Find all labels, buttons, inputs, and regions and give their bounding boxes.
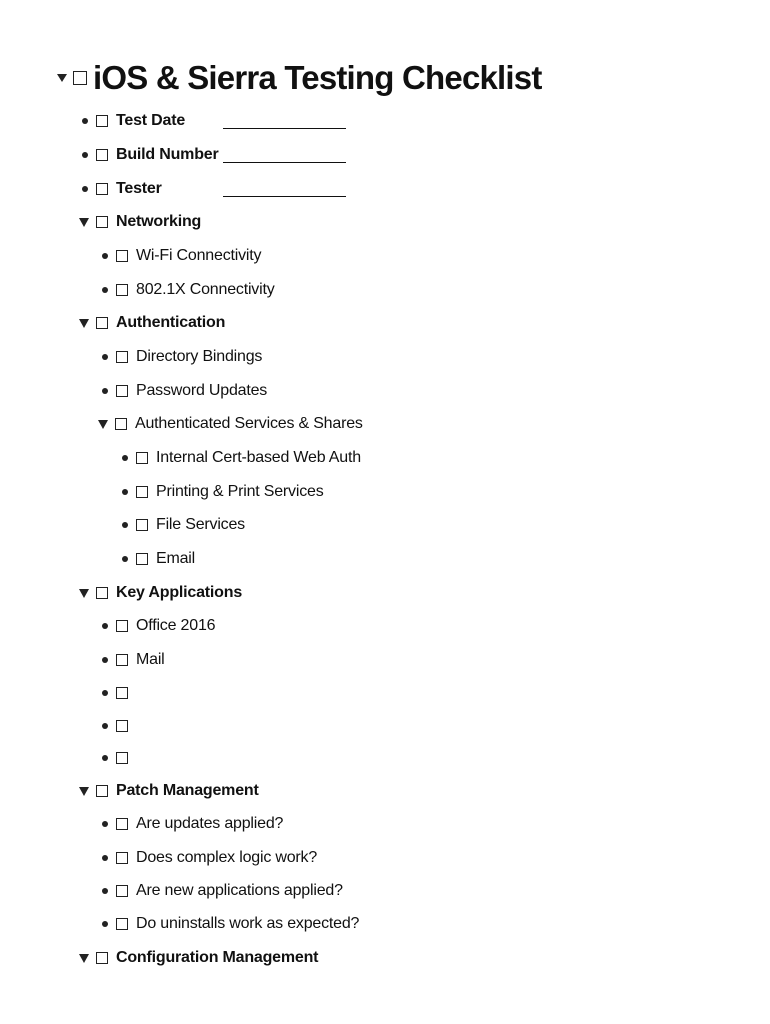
bullet-icon (122, 522, 128, 528)
section-label: Networking (116, 213, 202, 230)
field-test-date (80, 109, 346, 133)
subgroup-label: Authenticated Services & Shares (135, 415, 363, 432)
section-configuration-management (79, 946, 318, 970)
checkbox[interactable] (96, 183, 108, 195)
checkbox[interactable] (136, 452, 148, 464)
checkbox[interactable] (116, 250, 128, 262)
bullet-icon (102, 388, 108, 394)
checkbox[interactable] (116, 385, 128, 397)
list-item (100, 812, 283, 836)
item-label: Internal Cert-based Web Auth (156, 449, 361, 466)
list-item (100, 714, 136, 738)
checkbox[interactable] (136, 519, 148, 531)
list-item (100, 379, 267, 403)
checkbox[interactable] (96, 149, 108, 161)
subgroup-authenticated-services (98, 412, 363, 436)
checkbox[interactable] (116, 885, 128, 897)
checkbox[interactable] (116, 284, 128, 296)
checkbox[interactable] (116, 752, 128, 764)
list-item (120, 513, 245, 537)
section-authentication (79, 311, 225, 335)
disclosure-triangle-icon[interactable] (79, 319, 89, 328)
bullet-icon (122, 556, 128, 562)
blank-line[interactable] (223, 182, 346, 197)
bullet-icon (102, 723, 108, 729)
item-label: Directory Bindings (136, 348, 263, 365)
page-title: iOS & Sierra Testing Checklist (93, 59, 542, 96)
section-label: Key Applications (116, 584, 243, 601)
list-item (100, 879, 343, 903)
list-item (100, 278, 275, 302)
bullet-icon (82, 118, 88, 124)
item-label: Does complex logic work? (136, 849, 318, 866)
checkbox[interactable] (96, 317, 108, 329)
section-patch-management (79, 779, 259, 803)
bullet-icon (82, 186, 88, 192)
bullet-icon (102, 921, 108, 927)
list-item (100, 345, 262, 369)
list-item (120, 446, 361, 470)
disclosure-triangle-icon[interactable] (79, 218, 89, 227)
item-label: Printing & Print Services (156, 483, 324, 500)
disclosure-triangle-icon[interactable] (79, 954, 89, 963)
disclosure-triangle-icon[interactable] (57, 74, 67, 82)
checkbox[interactable] (116, 818, 128, 830)
item-label: Are updates applied? (136, 815, 284, 832)
checkbox[interactable] (96, 216, 108, 228)
list-item (100, 648, 165, 672)
bullet-icon (102, 657, 108, 663)
checkbox[interactable] (96, 115, 108, 127)
field-label: Build Number (116, 146, 219, 163)
checkbox[interactable] (115, 418, 127, 430)
checkbox[interactable] (116, 720, 128, 732)
disclosure-triangle-icon[interactable] (98, 420, 108, 429)
section-key-applications (79, 581, 242, 605)
bullet-icon (102, 623, 108, 629)
list-item (100, 912, 359, 936)
list-item (100, 681, 136, 705)
bullet-icon (102, 855, 108, 861)
item-label: Password Updates (136, 382, 268, 399)
item-label: Mail (136, 651, 165, 668)
bullet-icon (122, 455, 128, 461)
checkbox[interactable] (73, 71, 87, 85)
blank-line[interactable] (223, 148, 346, 163)
item-label: Office 2016 (136, 617, 216, 634)
field-label: Tester (116, 180, 162, 197)
section-label: Patch Management (116, 782, 259, 799)
list-item (120, 480, 324, 504)
list-item (100, 244, 261, 268)
checkbox[interactable] (116, 620, 128, 632)
list-item (120, 547, 195, 571)
section-label: Configuration Management (116, 949, 319, 966)
item-label: 802.1X Connectivity (136, 281, 275, 298)
section-networking (79, 210, 201, 234)
bullet-icon (102, 755, 108, 761)
checkbox[interactable] (136, 553, 148, 565)
bullet-icon (102, 888, 108, 894)
list-item (100, 846, 317, 870)
field-build-number (80, 143, 346, 167)
blank-line[interactable] (223, 114, 346, 129)
item-label: Wi-Fi Connectivity (136, 247, 262, 264)
checkbox[interactable] (116, 351, 128, 363)
bullet-icon (102, 354, 108, 360)
checkbox[interactable] (116, 918, 128, 930)
disclosure-triangle-icon[interactable] (79, 589, 89, 598)
field-tester (80, 177, 346, 201)
checkbox[interactable] (116, 654, 128, 666)
bullet-icon (82, 152, 88, 158)
item-label: Email (156, 550, 196, 567)
title-row (57, 60, 542, 96)
bullet-icon (102, 690, 108, 696)
checkbox[interactable] (116, 852, 128, 864)
item-label: Do uninstalls work as expected? (136, 915, 360, 932)
section-label: Authentication (116, 314, 226, 331)
item-label: Are new applications applied? (136, 882, 343, 899)
bullet-icon (102, 287, 108, 293)
checkbox[interactable] (96, 952, 108, 964)
checkbox[interactable] (96, 785, 108, 797)
disclosure-triangle-icon[interactable] (79, 787, 89, 796)
bullet-icon (122, 489, 128, 495)
bullet-icon (102, 821, 108, 827)
checkbox[interactable] (136, 486, 148, 498)
checkbox[interactable] (116, 687, 128, 699)
bullet-icon (102, 253, 108, 259)
item-label: File Services (156, 516, 245, 533)
list-item (100, 746, 136, 770)
checkbox[interactable] (96, 587, 108, 599)
list-item (100, 614, 215, 638)
field-label: Test Date (116, 112, 186, 129)
